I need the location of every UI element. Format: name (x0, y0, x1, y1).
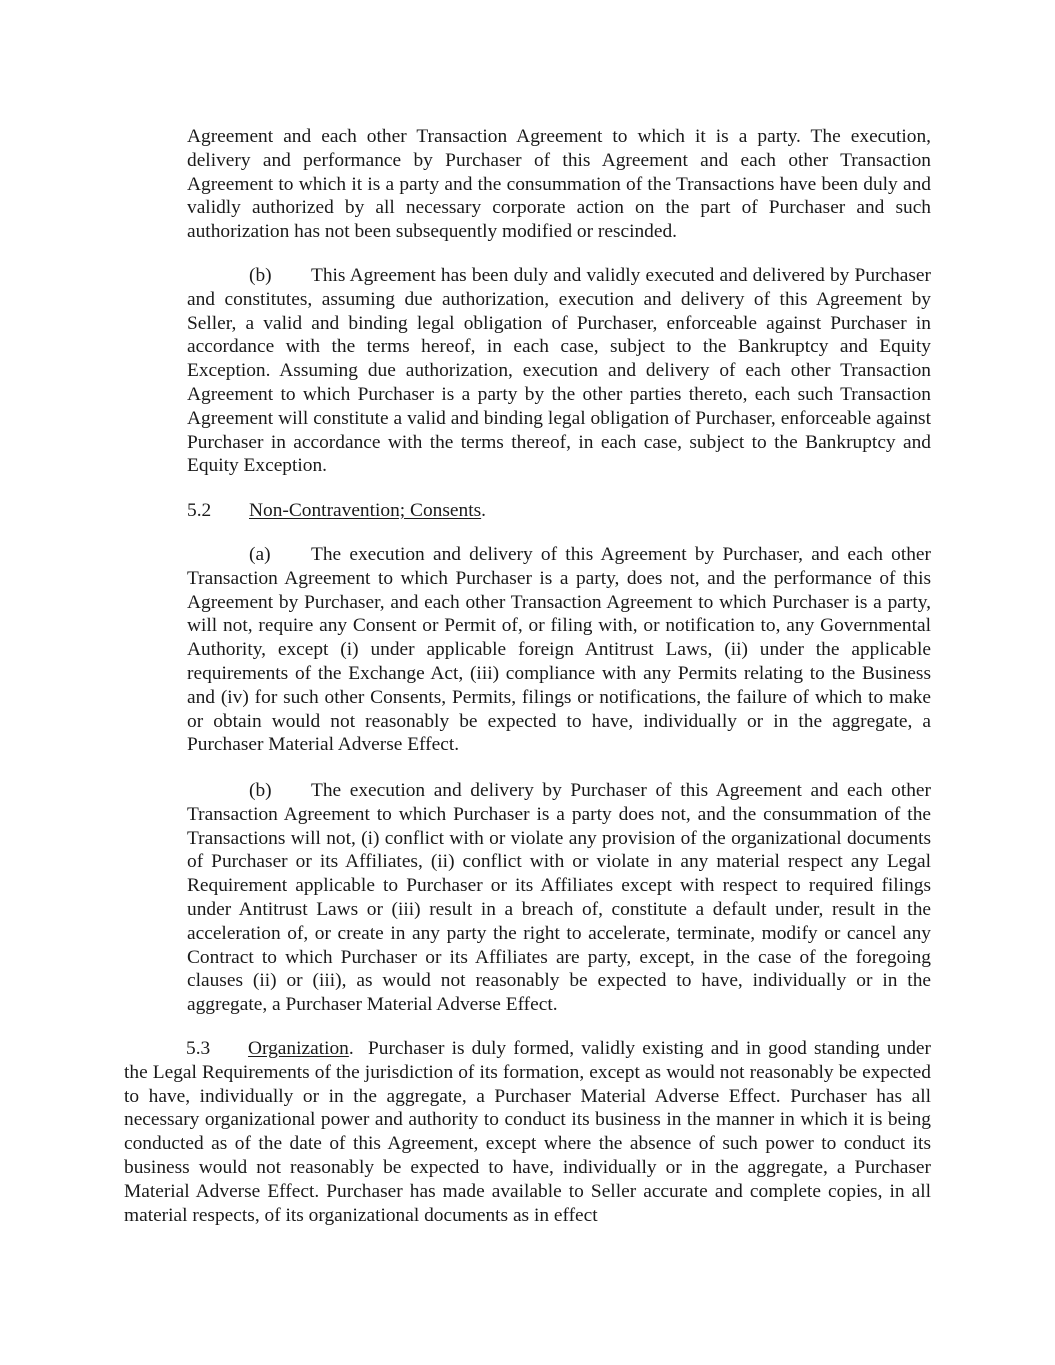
clause-text: The execution and delivery of this Agreement by Purchaser, and each other Transaction Agreement to which Purchaser is a party, does not, and the performance of this Agreement by Purchaser, and each other Transaction Agreement to which Purchaser is a party, will not, require any Consent or Permit of, or filing with, or notification to, any Governmental Authority, except (i) under applicable foreign Antitrust Laws, (ii) under the applicable requirements of the Exchange Act, (iii) compliance with any Permits relating to the Business and (iv) for such other Consents, Permits, filings or notifications, the failure of which to make or obtain would not reasonably be expected to have, individually or in the aggregate, a Purchaser Material Adverse Effect. (187, 544, 931, 756)
section-text: Purchaser is duly formed, validly existing and in good standing under the Legal Requirements of the jurisdiction of its formation, except as would not reasonably be expected to have, individually or in the aggregate, a Purchaser Material Adverse Effect. Purchaser has all necessary organizational power and authority to conduct its business in the manner in which it is being conducted as of the date of this Agreement, except where the absence of such power to conduct its business would not reasonably be expected to have, individually or in the aggregate, a Purchaser Material Adverse Effect. Purchaser has made available to Seller accurate and complete copies, in all material respects, of its organizational documents as in effect (124, 1038, 931, 1226)
section-number: 5.3 (186, 1038, 211, 1059)
continuation-paragraph: Agreement and each other Transaction Agreement to which it is a party. The execution, delivery and performance by Purchaser of this Agreement and each other Transaction Agreement to which it is a party and the consummation of the Transactions have been duly and validly authorized by all necessary corporate action on the part of Purchaser and such authorization has not been subsequently modified or rescinded. (187, 126, 931, 243)
clause-label: (b) (249, 780, 272, 801)
section-title: Organization (248, 1038, 349, 1059)
section-5-1-b-paragraph (187, 264, 931, 478)
section-number: 5.2 (187, 500, 212, 521)
section-5-2-heading (187, 499, 931, 523)
clause-label: (a) (249, 544, 271, 565)
clause-label: (b) (249, 265, 272, 286)
section-title: Non-Contravention; Consents (249, 500, 482, 521)
clause-text: This Agreement has been duly and validly executed and delivered by Purchaser and constitutes, assuming due authorization, execution and delivery of this Agreement by Seller, a valid and binding legal obligation of Purchaser, enforceable against Purchaser in accordance with the terms hereof, in each case, subject to the Bankruptcy and Equity Exception. Assuming due authorization, execution and delivery of each other Transaction Agreement to which Purchaser is a party by the other parties thereto, each such Transaction Agreement will constitute a valid and binding legal obligation of Purchaser, enforceable against Purchaser in accordance with the terms thereof, in each case, subject to the Bankruptcy and Equity Exception. (187, 265, 931, 477)
section-5-2-b-paragraph (187, 779, 931, 1017)
section-5-2-a-paragraph (187, 543, 931, 757)
section-title-suffix: . (348, 1038, 354, 1059)
clause-text: The execution and delivery by Purchaser of this Agreement and each other Transaction Agreement to which Purchaser is a party does not, and the consummation of the Transactions will not, (i) conflict with or violate any provision of the organizational documents of Purchaser or its Affiliates, (ii) conflict with or violate in any material respect any Legal Requirement applicable to Purchaser or its Affiliates except with respect to required filings under Antitrust Laws or (iii) result in a breach of, constitute a default under, result in the acceleration of, or create in any party the right to accelerate, terminate, modify or cancel any Contract to which Purchaser or its Affiliates are party, except, in the case of the foregoing clauses (ii) or (iii), as would not reasonably be expected to have, individually or in the aggregate, a Purchaser Material Adverse Effect. (187, 780, 931, 1016)
section-title-suffix: . (481, 500, 486, 521)
section-5-3-paragraph (124, 1037, 931, 1227)
